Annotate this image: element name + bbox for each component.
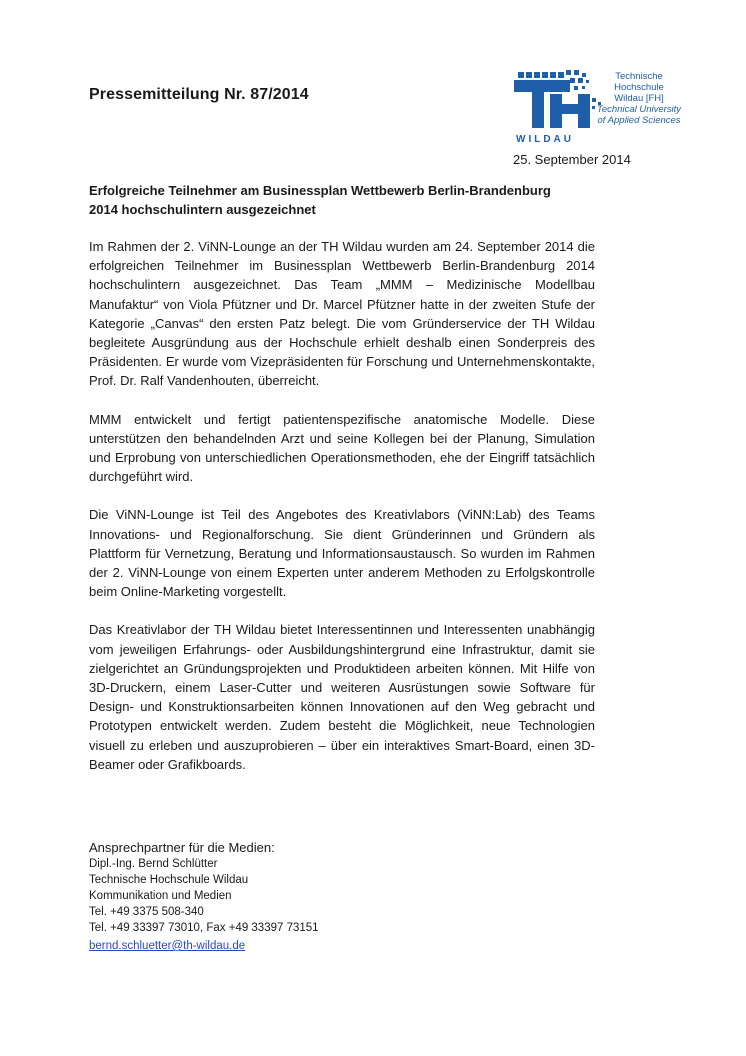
body-text [89,237,595,793]
logo-line: Hochschule [614,82,664,93]
contact-email-link[interactable]: bernd.schluetter@th-wildau.de [89,940,246,952]
headline-line: Erfolgreiche Teilnehmer am Businessplan Wettbewerb Berlin-Brandenburg [89,183,551,198]
headline [89,181,609,219]
paragraph: Das Kreativlabor der TH Wildau bietet Interessentinnen und Interessenten unabhängig vom jeweiligen Erfahrungs- oder Ausbildungshintergrund eine Infrastruktur, damit sie zielgerichtet an Gründungsprojekten und Produktideen arbeiten können. Mit Hilfe von 3D-Druckern, einem Laser-Cutter und weiteren Ausrüstungen sowie Software für Design- und Konstruktionsarbeiten können Innovationen auf den Weg gebracht und Prototypen entwickelt werden. Zudem besteht die Möglichkeit, neue Technologien visuell zu erleben und auszuprobieren – über ein interaktives Smart-Board, einen 3D-Beamer oder Grafikboards. [89,622,595,772]
logo-line: Technische [615,71,663,82]
contact-heading: Ansprechpartner für die Medien: [89,840,275,855]
logo-line-en: Technical University [596,104,682,115]
contact-organization: Technische Hochschule Wildau [89,874,249,886]
logo-caption [589,71,689,126]
headline-line: 2014 hochschulintern ausgezeichnet [89,202,316,217]
release-date: 25. September 2014 [513,152,631,167]
paragraph: Die ViNN-Lounge ist Teil des Angebotes des Kreativlabors (ViNN:Lab) des Teams Innovations- und Regionalforschung. Sie dient Gründerinnen und Gründern als Plattform für Vernetzung, Beratung und Informationsaustausch. So wurden im Rahmen der 2. ViNN-Lounge von einem Experten unter anderem Methoden zu Erfolgskontrolle beim Online-Marketing vorgestellt. [89,507,595,600]
paragraph: Im Rahmen der 2. ViNN-Lounge an der TH Wildau wurden am 24. September 2014 die erfolgreichen Teilnehmer im Businessplan Wettbewerb Berlin-Brandenburg 2014 hochschulintern ausgezeichnet. Das Team „MMM – Medizinische Modellbau Manufaktur“ von Viola Pfützner und Dr. Marcel Pfützner hatte in der zweiten Stufe der Kategorie „Canvas“ den ersten Patz belegt. Die vom Gründerservice der TH Wildau begleitete Ausgründung aus der Hochschule erhielt deshalb einen Sonderpreis des Präsidenten. Er wurde vom Vizepräsidenten für Forschung und Unternehmenskontakte, Prof. Dr. Ralf Vandenhouten, überreicht. [89,239,595,389]
paragraph: MMM entwickelt und fertigt patientenspezifische anatomische Modelle. Diese unterstützen den behandelnden Arzt und seine Kollegen bei der Planung, Simulation und Erprobung von unterschiedlichen Operationsmethoden, ehe der Eingriff tatsächlich durchgeführt wird. [89,411,595,485]
logo-line-en: of Applied Sciences [597,115,681,126]
contact-phone: Tel. +49 3375 508-340 [89,906,204,918]
contact-department: Kommunikation und Medien [89,890,232,902]
contact-name: Dipl.-Ing. Bernd Schlütter [89,858,218,870]
contact-block [89,839,489,954]
contact-phone-fax: Tel. +49 33397 73010, Fax +49 33397 73151 [89,922,319,934]
svg-text:WILDAU: WILDAU [516,134,574,145]
logo-line: Wildau [FH] [614,93,664,104]
page-title: Pressemitteilung Nr. 87/2014 [89,86,309,103]
